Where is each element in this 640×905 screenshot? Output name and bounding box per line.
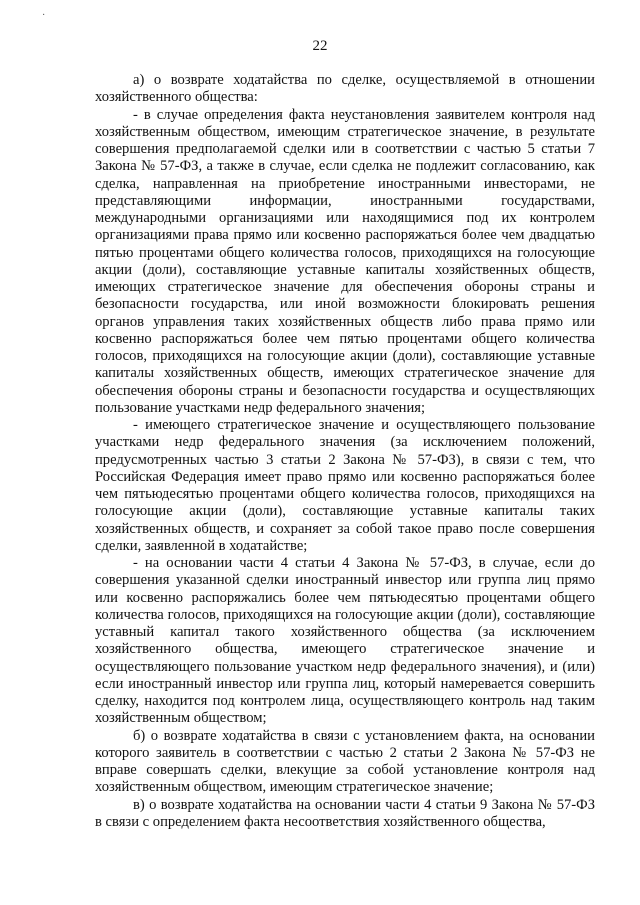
scan-mark: · [42, 10, 46, 21]
paragraph-c: в) о возврате ходатайства на основании части 4 статьи 9 Закона № 57-ФЗ в связи с определением факта несоответствия хозяйственного общества, [95, 796, 595, 830]
paragraph-a-item-3: - на основании части 4 статьи 4 Закона № 57-ФЗ, в случае, если до совершения указанной сделки иностранный инвестор или группа лиц прямо или косвенно распоряжались более чем пятьюдесятью процентами общего количества голосов, приходящихся на голосующие акции (доли), составляющие уставный капитал такого хозяйственного общества (за исключением хозяйственного общества, имеющего стратегическое значение и осуществляющего пользование участком недр федерального значения), и (или) если иностранный инвестор или группа лиц, который намеревается совершить сделку, находится под контролем лица, осуществляющего контроль над таким хозяйственным обществом; [95, 555, 595, 727]
paragraph-a-item-2: - имеющего стратегическое значение и осуществляющего пользование участками недр федерального значения (за исключением положений, предусмотренных частью 3 статьи 2 Закона № 57-ФЗ), в связи с тем, что Российская Федерация имеет право прямо или косвенно распоряжаться более чем пятьюдесятью процентами общего количества голосов, приходящихся на голосующие акции (доли), составляющие уставные капиталы таких хозяйственных обществ, и сохраняет за собой такое право после совершения сделки, заявленной в ходатайстве; [95, 417, 595, 554]
paragraph-b: б) о возврате ходатайства в связи с установлением факта, на основании которого заявитель в соответствии с частью 2 статьи 2 Закона № 57-ФЗ не вправе совершать сделки, влекущие за собой установление контроля над хозяйственным обществом, имеющим стратегическое значение; [95, 727, 595, 796]
page-number: 22 [312, 38, 328, 54]
document-body [95, 72, 595, 831]
paragraph-a-item-1: - в случае определения факта неустановления заявителем контроля над хозяйственным обществом, имеющим стратегическое значение, в результате совершения предполагаемой сделки или в соответствии с частью 5 статьи 7 Закона № 57-ФЗ, а также в случае, если сделка не подлежит согласованию, как сделка, направленная на приобретение иностранными инвесторами, не представляющими информации, иностранными государствами, международными организациями или находящимися под их контролем организациями права прямо или косвенно распоряжаться более чем двадцатью пятью процентами общего количества голосов, приходящихся на голосующие акции (доли), составляющие уставные капиталы хозяйственных обществ, имеющих стратегическое значение для обеспечения обороны страны и безопасности государства, или иной возможности блокировать решения органов управления таких хозяйственных обществ либо права прямо или косвенно распоряжаться более чем пятью процентами общего количества голосов, приходящихся на голосующие акции (доли), составляющие уставные капиталы хозяйственных обществ, имеющих стратегическое значение для обеспечения обороны страны и безопасности государства и осуществляющих пользование участками недр федерального значения; [95, 106, 595, 416]
paragraph-a: а) о возврате ходатайства по сделке, осуществляемой в отношении хозяйственного общества: [95, 72, 595, 106]
